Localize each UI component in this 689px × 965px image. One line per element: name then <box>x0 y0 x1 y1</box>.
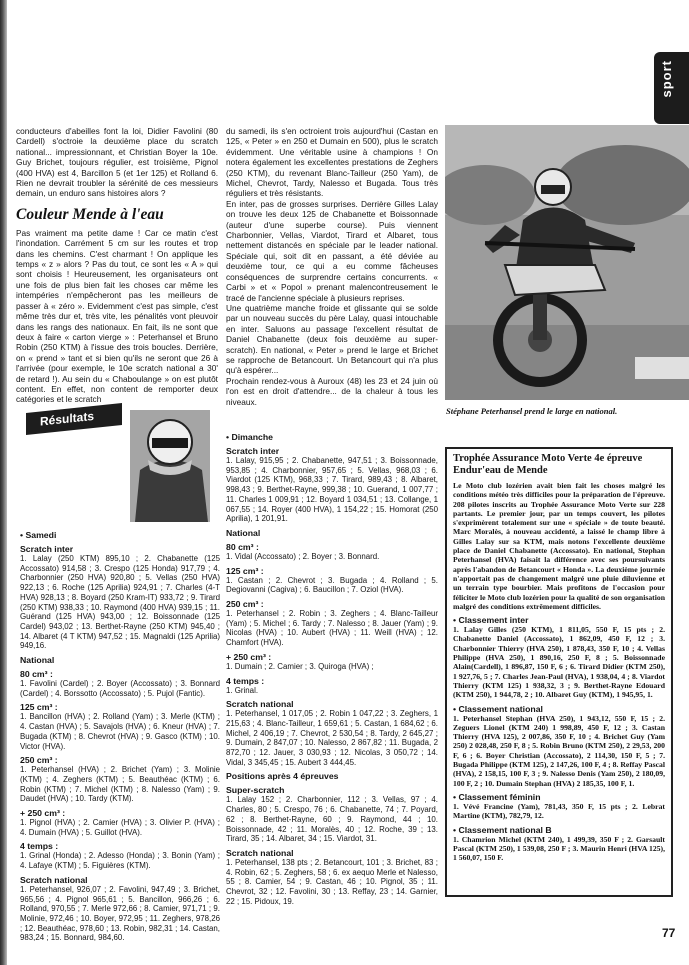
result-head: + 250 cm³ : <box>226 651 272 662</box>
trophy-box-title: Trophée Assurance Moto Verte 4e épreuve Endur'eau de Mende <box>453 453 643 476</box>
trophy-section-text: 1. Lalay Gilles (250 KTM), 1 811,05, 550 F, 15 pts ; 2. Chabanette Daniel (Accossato), 1 862,09, 450 F, 12 ; 3. Charbonnier Thierry (HVA 250), 1 878,43, 350 F, 10 ; 4. Vellas Philippe (HVA 250), 1 890,16, 250 F, 8 ; 5. Boissonnade Alain(Cardell), 1 896,87, 150 F, 6 ; 6. Tirard Didier (KTM 250), 1 927,76, 5 ; 7. Charles Jean-Paul (HVA), 1 938,04, 4 ; 8. Viardot Thierry (KTM 125) 1 938,32, 3 ; 9. Berthet-Rayne Edouard (KTM 250), 1 944,78, 2 ; 10. Albaret Guy (KTM), 1 945,95, 1. <box>453 625 665 700</box>
trophy-box-intro: Le Moto club lozérien avait bien fait les choses malgré les conditions météo très difficiles pour la préparation de l'épreuve. 208 pilotes inscrits au Trophée Assurance Moto Verte sur 228 partants. Le premier jour, par un temps couvert, les pilotes s'exprimèrent totalement sur une « spéciale » de toute beauté. Marc Moralès, à nouveau accidenté, a laissé le champ libre à Gilles Lalay sur sa KTM, mais notons l'excellente deuxième place de Daniel Chabanette (Accossato). En national, Stephan Peterhansel (HVA) faisait la différence avec ses poursuivants après l'abandon de Betancourt « Honda ». La deuxième journée n'apportait pas de changement malgré une pluie diluvienne et un terrain type bourbier. Mais profitons de l'occasion pour féliciter le Moto club lozérien pour la qualité de son organisation malgré des conditions extrêmement difficiles. <box>453 481 665 611</box>
result-head: Positions après 4 épreuves <box>226 771 339 782</box>
trophy-box <box>445 447 673 897</box>
col2-paragraph-1: du samedi, ils s'en octroient trois aujourd'hui (Castan en 125, « Peter » en 250 et Dumain en 500), plus le scratch évidemment. Une véritable usine à champions ! On notera également les excellentes prestations de Zeghers (250 KTM), du revenant Blanc-Tailleur (250 Yam), de Michel, Chevrot, Tardy, Nalesso et Bugada. Tous très réguliers et très résistants. <box>226 126 438 199</box>
trophy-section-text: 1. Peterhansel Stephan (HVA 250), 1 943,12, 550 F, 15 ; 2. Zeguers Lionel (KTM 240) 1 998,89, 450 F, 12 ; 3. Castan Thierry (HVA 125), 2 007,86, 350 F, 10 ; 4. Brichet Guy (Yam 250) 2 028,48, 250 F, 8 ; 5. Robin Bruno (KTM 250), 2 29,53, 200 F, 6 ; 6. Boyer Christian (Accossato), 2 114,30, 150 F, 5 ; 7. Bugada Philippe (KTM 125), 2 147,26, 100 F, 4 ; 8. Reffay Pascal (HVA), 2 158,15, 100 F, 3 ; 9. Nalesso Denis (Yam 250), 2 180,09, 100 F, 2 ; 10. Dumain Stephan (HVA) 2 185,35, 100 F, 1. <box>453 713 665 788</box>
result-text: 1. Peterhansel, 926,07 ; 2. Favolini, 947,49 ; 3. Brichet, 965,56 ; 4. Pignol 965,61 ; 5. Bancillon, 966,26 ; 6. Rolland, 970,55 ; 7. Merle 972,66 ; 8. Camier, 971,71 ; 9. Molinie, 972,46 ; 10. Boyer, 972,95 ; 11. Zeghers, 978,26 ; 12. Beauthéac, 978,60 ; 13. Robin, 982,31 ; 14. Castan, 983,24 ; 15. Bonnard, 984,60. <box>20 884 220 943</box>
result-text: 1. Grinal. <box>226 685 259 695</box>
article-column-middle <box>226 126 438 407</box>
trophy-section-head: • Classement national <box>453 703 543 714</box>
result-head: National <box>226 527 261 538</box>
result-text: 1. Peterhansel, 1 017,05 ; 2. Robin 1 047,22 ; 3. Zeghers, 1 215,63 ; 4. Blanc-Tailleur, 1 659,61 ; 5. Castan, 1 684,62 ; 6. Michel, 2 406,19 ; 7. Chevrot, 2 530,54 ; 8. Tardy, 2 645,27 ; 9. Dumain, 2 847,07 ; 10. Nalesso, 2 867,82 ; 11. Bugada, 2 872,70 ; 12. Jauer, 3 030,93 ; 12. Nicolas, 3 050,72 ; 14. Vidal, 3 345,45 ; 15. Aubert 3 444,45. <box>226 709 438 767</box>
result-head: 4 temps : <box>20 841 59 852</box>
results-column-sunday <box>226 432 438 907</box>
result-text: 1. Vidal (Accossato) ; 2. Boyer ; 3. Bonnard. <box>226 551 380 561</box>
result-text: 1. Dumain ; 2. Camier ; 3. Quiroga (HVA) ; <box>226 661 374 671</box>
result-text: 1. Peterhansel (HVA) ; 2. Brichet (Yam) ; 3. Molinie (KTM) ; 4. Zeghers (KTM) ; 5. Beauthéac (KTM) ; 6. Robin (KTM) ; 7. Michel (KTM) ; 8. Nalesso (Yam) ; 9. Daudet (HVA) ; 10. Tardy (KTM). <box>20 765 220 804</box>
result-head: 80 cm³ : <box>20 669 53 680</box>
result-text: 1. Castan ; 2. Chevrot ; 3. Bugada ; 4. Rolland ; 5. Degiovanni (Cagiva) ; 6. Baucillon ; 7. Oziol (HVA). <box>226 575 438 595</box>
result-text: 1. Pignol (HVA) ; 2. Camier (HVA) ; 3. Olivier P. (HVA) ; 4. Dumain (HVA) ; 5. Guillot (HVA). <box>20 818 220 837</box>
result-head: 80 cm³ : <box>226 541 259 552</box>
result-head: 125 cm³ : <box>226 565 264 576</box>
result-text: 1. Lalay, 915,95 ; 2. Chabanette, 947,51 ; 3. Boissonnade, 953,85 ; 4. Charbonnier, 957,65 ; 5. Vellas, 968,03 ; 6. Viardot (125 KTM), 968,33 ; 7. Tirard, 989,43 ; 8. Albaret, 998,43 ; 9. Berthet-Rayne, 999,38 ; 10. Guerand, 1 007,77 ; 11. Charles 1 009,91 ; 12. Boyard 1 034,51 ; 13. Collange, 1 067,55 ; 14. Royer (400 HVA), 1 154,22 ; 15. Homorat (250 Aprilia), 1 201,91. <box>226 456 438 524</box>
section-title: Couleur Mende à l'eau <box>16 205 164 223</box>
photo-caption: Stéphane Peterhansel prend le large en national. <box>446 406 618 416</box>
result-head: 250 cm³ : <box>226 599 264 610</box>
result-text: 1. Grinal (Honda) ; 2. Adesso (Honda) ; 3. Bonin (Yam) ; 4. Lafaye (KTM) ; 5. Figuières (KTM). <box>20 851 220 871</box>
page-number: 77 <box>662 926 676 940</box>
results-banner-label: Résultats <box>40 408 95 429</box>
trophy-section-head: • Classement national B <box>453 824 552 835</box>
page-spine-shadow <box>0 0 7 965</box>
col2-paragraph-3: Une quatrième manche froide et glissante qui se solde par un nouveau succès du père Lalay, quasi intouchable en inter. Saluons au passage l'excellent résultat de Daniel Chabanette (deux fois deuxième au super-scratch). En national, « Peter » prend le large et Brichet se rapproche de Betancourt. Un Betancourt qui n'a plus qu'à espérer... <box>226 302 438 376</box>
trophy-section-head: • Classement féminin <box>453 791 541 802</box>
result-head: Scratch national <box>20 874 88 885</box>
rider-portrait-photo <box>130 410 210 522</box>
result-head: Scratch inter <box>226 446 280 456</box>
result-head: • Dimanche <box>226 432 273 442</box>
intro-paragraph: conducteurs d'abeilles font la loi, Didier Favolini (80 Cardell) s'octroie la deuxième place du scratch national... impressionnant, et Christian Boyer la 10e. Guy Brichet, toujours régulier, est troisième, Pignol (400 HVA) est 4, Barcillon 5 (et 1er 125) et Rolland 6. Rien ne devrait troubler la sérénité de ces messieurs demain, un enduro sans histoires alors ? <box>16 126 218 199</box>
result-head: Scratch national <box>226 847 294 858</box>
result-head: 4 temps : <box>226 675 265 686</box>
result-head: 125 cm³ : <box>20 702 58 713</box>
result-head: • Samedi <box>20 530 57 540</box>
result-text: 1. Peterhansel ; 2. Robin ; 3. Zeghers ; 4. Blanc-Tailleur (Yam) ; 5. Michel ; 6. Tardy ; 7. Nalesso ; 8. Jauer (Yam) ; 9. Nicolas (HVA) ; 10. Aubert (HVA) ; 11. Weill (HVA) ; 12. Chamfort (HVA). <box>226 609 438 648</box>
trophy-section-text: 1. Vévé Francine (Yam), 781,43, 350 F, 15 pts ; 2. Lebrat Martine (KTM), 782,79, 12. <box>453 801 665 821</box>
col2-paragraph-4: Prochain rendez-vous à Auroux (48) les 23 et 24 juin où l'on est en droit d'attendre... de la chaleur à tous les niveaux. <box>226 375 438 407</box>
result-text: 1. Bancillon (HVA) ; 2. Rolland (Yam) ; 3. Merle (KTM) ; 4. Castan (HVA) ; 5. Savajols (HVA) ; 6. Kneur (HVA) ; 7. Bugada (KTM) ; 8. Chevrot (HVA) ; 9. Gasco (KTM) ; 10. Victor (HVA). <box>20 712 220 751</box>
result-head: National <box>20 655 55 666</box>
result-head: Scratch inter <box>20 544 74 554</box>
motocross-rider-image <box>445 125 689 400</box>
section-paragraph: Pas vraiment ma petite dame ! Car ce matin c'est l'inondation. Carrément 5 cm sur les routes et trop dans les chemins. C'est charmant ! On applique les temps « z » alors ? Pas du tout, ce sont les « A » qui sont choisis ! Heureusement, les organisateurs ont une fois de plus bien fait les choses car même les intempéries n'empêcheront pas les meilleurs de passer à « zéro ». Evidemment c'est pas simple, c'est même très dur et, très vite, les pénalités vont pleuvoir dans les rangs des nationaux. En fait, ils ne sont que deux à faire « carton vierge » : Peterhansel et Bruno Robin (250 KTM) à l'issue des trois boucles. Derrière, on « prend » tant et si bien qu'ils ne seront que 26 à l'arrivée (pour exemple, le 10e scratch national a 30' de retard !). Au sein du « Chaboulange » on est plutôt content. En effet, non content de remporter deux catégories et le scratch <box>16 227 218 405</box>
result-text: 1. Favolini (Cardel) ; 2. Boyer (Accossato) ; 3. Bonnard (Cardel) ; 4. Borssotto (Accossato) ; 5. Pujol (Fantic). <box>20 679 220 698</box>
result-head: Super-scratch <box>226 785 285 796</box>
sport-tab-label: sport <box>659 60 674 98</box>
rider-photo <box>445 125 689 400</box>
helmet-rider-image <box>130 410 210 522</box>
results-column-saturday <box>20 530 220 943</box>
trophy-section-text: 1. Chamrion Michel (KTM 240), 1 499,39, 350 F ; 2. Garsault Pascal (KTM 250), 1 539,08, 250 F ; 3. Maurin Henri (HVA 125), 1 560,07, 150 F. <box>453 834 665 863</box>
trophy-section-head: • Classement inter <box>453 615 529 626</box>
result-text: 1. Peterhansel, 138 pts ; 2. Betancourt, 101 ; 3. Brichet, 83 ; 4. Robin, 62 ; 5. Zeghers, 58 ; 6. ex aequo Merle et Nalesso, 55 ; 8. Camier, 54 ; 9. Castan, 46 ; 10. Pignol, 35 ; 11. Chevrot, 32 ; 12. Favolini, 30 ; 13. Reffay, 23 ; 14. Garnier, 22 ; 15. Pidoux, 19. <box>226 857 438 906</box>
result-head: Scratch national <box>226 699 294 710</box>
result-head: 250 cm³ : <box>20 755 58 766</box>
result-text: 1. Lalay (250 KTM) 895,10 ; 2. Chabanette (125 Accossato) 914,58 ; 3. Crespo (125 Honda) 917,79 ; 4. Charbonnier (250 HVA) 920,80 ; 5. Vellas (250 HVA) 922,13 ; 6. Roche (125 Aprilia) 924,91 ; 7. Charles (4-T HVA) 928,13 ; 8. Boyard (250 Kram-IT) 933,72 ; 9. Tirard (250 KTM) 938,33 ; 10. Raymond (400 HVA) 939,15 ; 11. Guérand (125 HVA) 943,00 ; 12. Boissonnade (125 Cardel) 943,02 ; 13. Berthet-Rayne (250 KTM) 945,40 ; 14. Albaret (4 T KTM) 947,52 ; 15. Magnaldi (125 Aprilia) 949,16. <box>20 554 220 651</box>
sport-section-tab <box>654 52 689 124</box>
results-banner <box>26 403 122 435</box>
result-head: + 250 cm³ : <box>20 808 66 819</box>
result-text: 1. Lalay 152 ; 2. Charbonnier, 112 ; 3. Vellas, 97 ; 4. Charles, 80 ; 5. Crespo, 76 ; 6. Chabanette, 74 ; 7. Poyard, 62 ; 8. Berthet-Rayne, 60 ; 9. Raymond, 44 ; 10. Boissonnade, 42 ; 11. Moralès, 40 ; 12. Roche, 39 ; 13. Tirard, 35 ; 14. Albaret, 34 ; 15. Viardot, 31. <box>226 795 438 844</box>
col2-paragraph-2: En inter, pas de grosses surprises. Derrière Gilles Lalay on trouve les deux 125 de Chabanette et Boissonnade (auteur d'une superbe course). Puis viennent Charbonnier, Vellas, Viardot, Tirard et Albaret, tous nettement distancés en spéciale par le leader national. Spéciale qui, soit dit en passant, a été déviée au deuxième tour, ce qui a eu comme fâcheuses conséquences de surprendre certains concurrents. « Carbi » et « Popol » prenant malencontreusement le tracé de l'ancienne spéciale à plusieurs reprises. <box>226 198 438 303</box>
article-column-left <box>16 126 218 405</box>
